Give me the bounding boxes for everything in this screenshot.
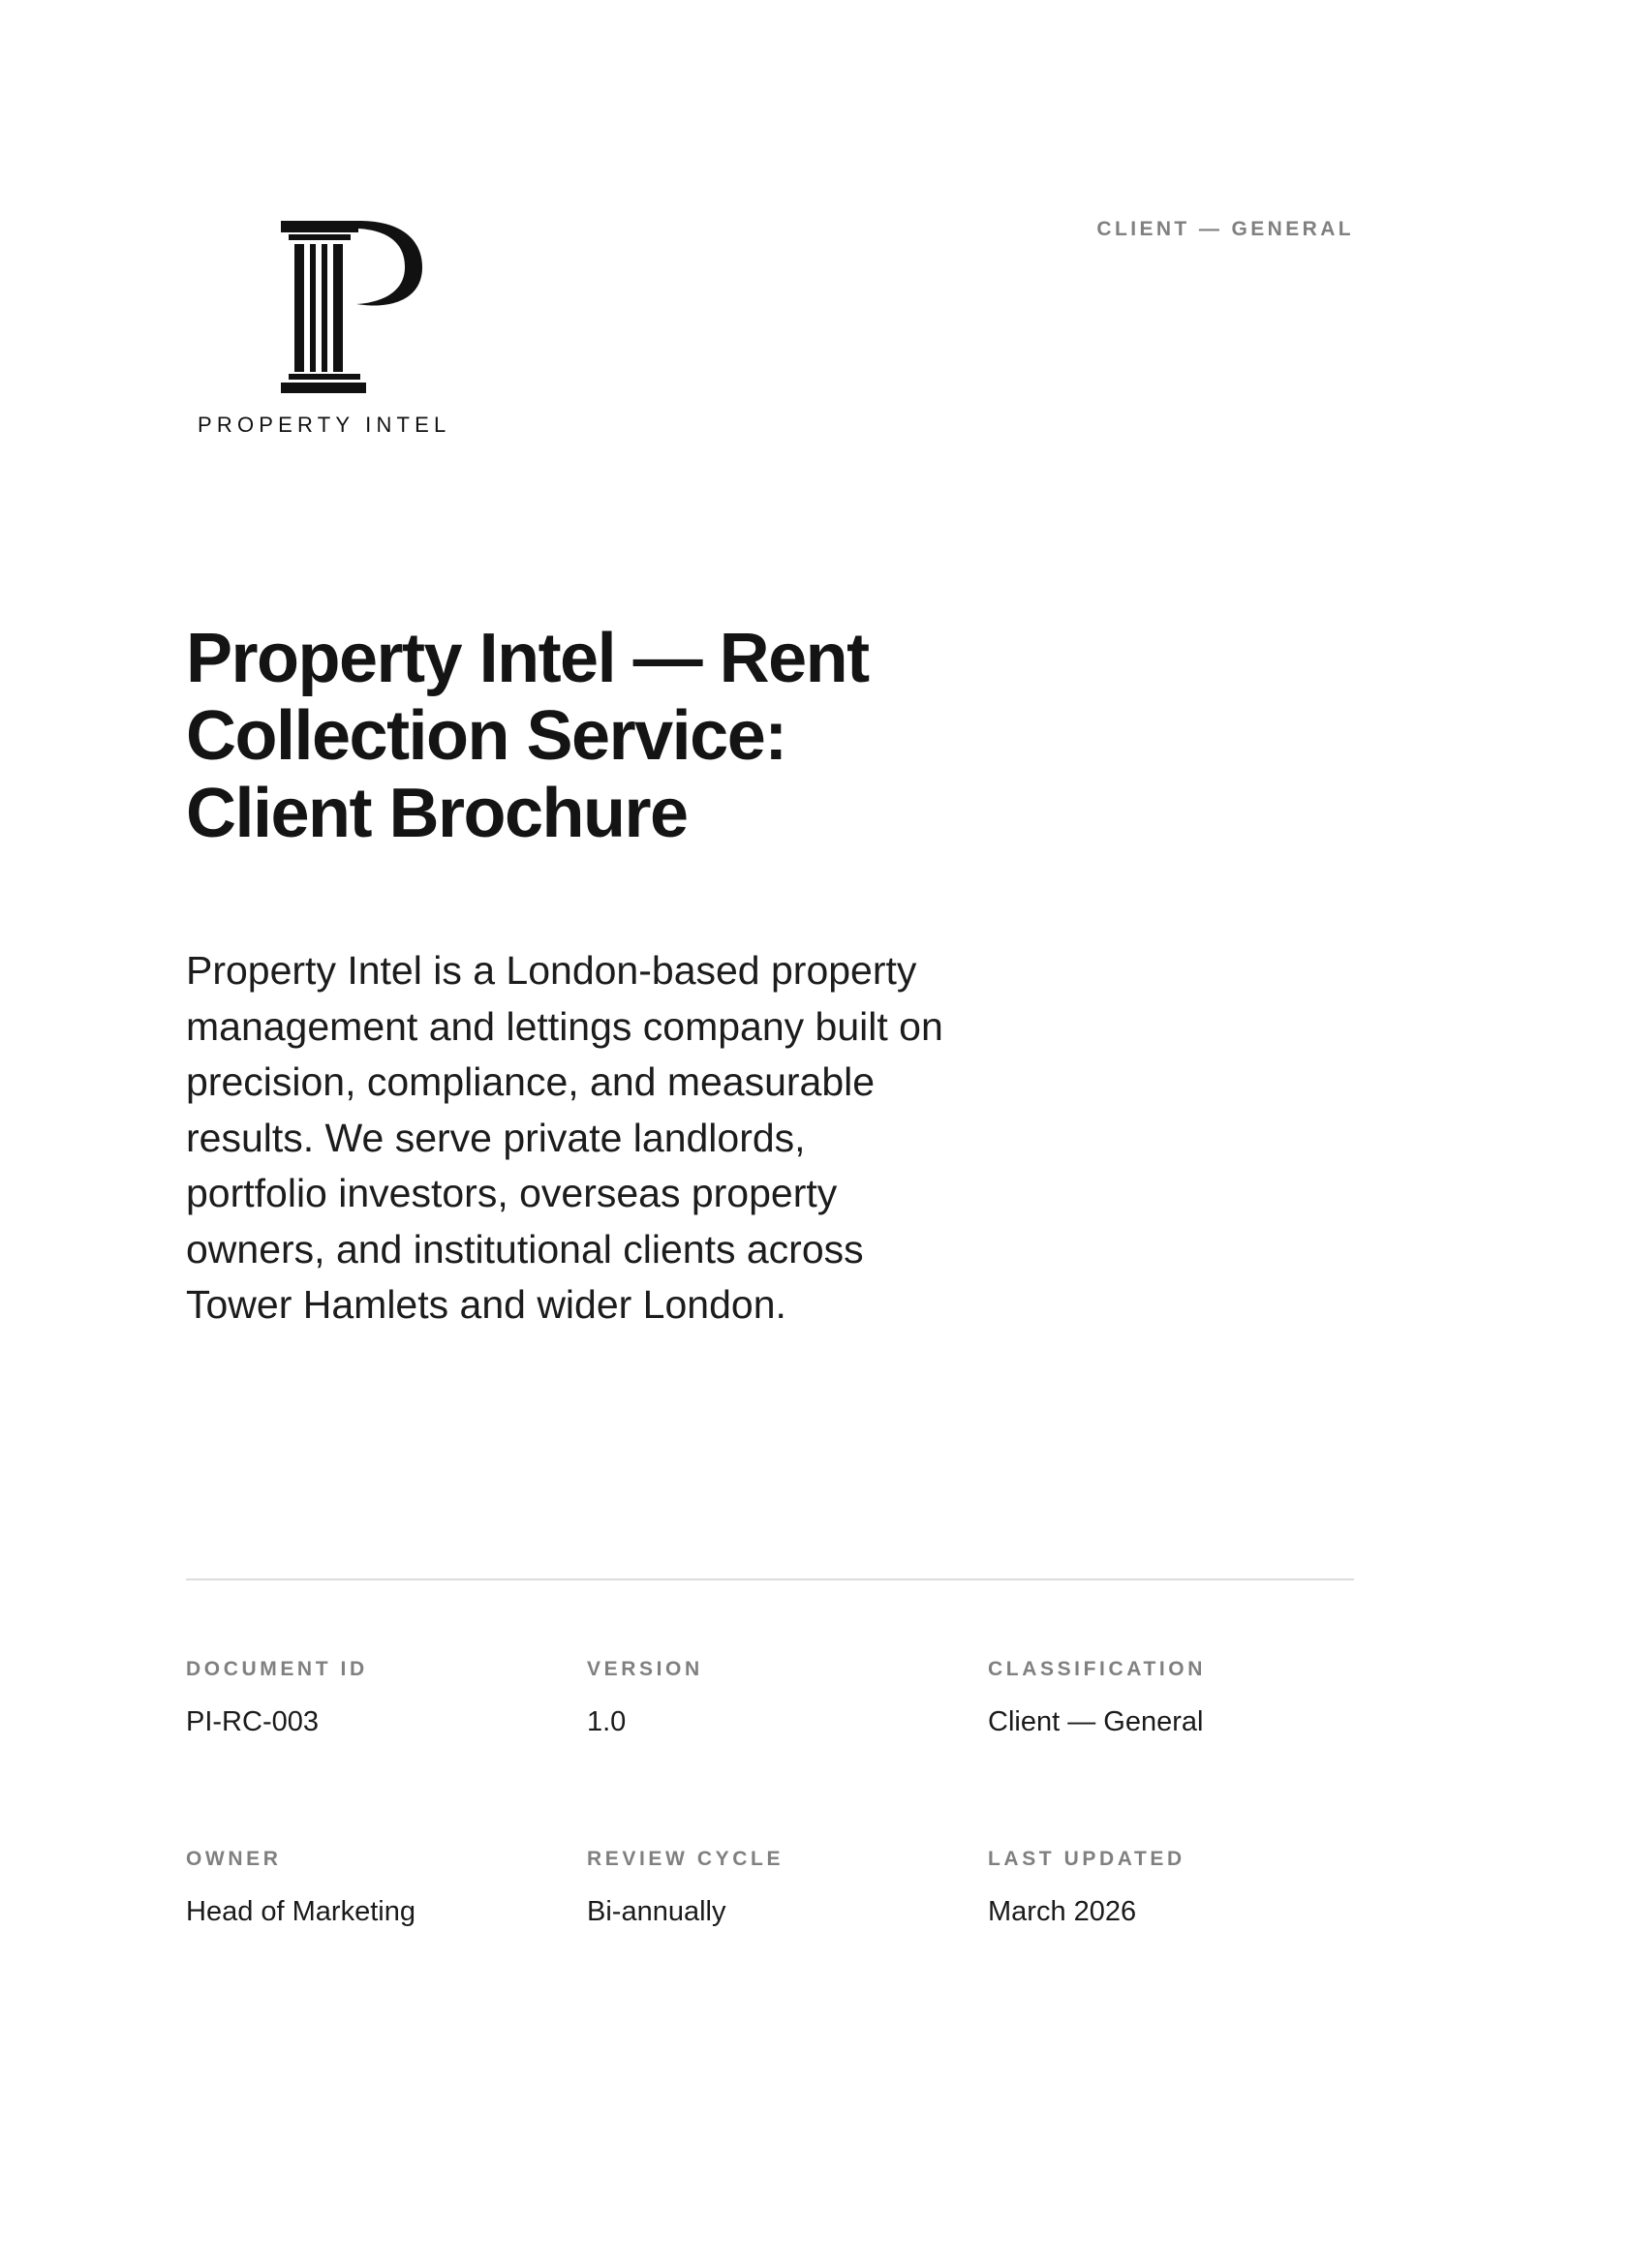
meta-review-cycle	[587, 1848, 955, 1928]
meta-label: DOCUMENT ID	[186, 1658, 368, 1680]
meta-value: Head of Marketing	[186, 1896, 415, 1927]
meta-document-id	[186, 1658, 554, 1738]
meta-value: PI-RC-003	[186, 1706, 319, 1737]
classification-tag: CLIENT — GENERAL	[1096, 218, 1354, 240]
brand-wordmark: PROPERTY INTEL	[198, 413, 451, 437]
meta-value: 1.0	[587, 1706, 627, 1737]
meta-owner	[186, 1848, 554, 1928]
meta-label: REVIEW CYCLE	[587, 1848, 785, 1870]
document-metadata	[186, 1658, 1354, 1968]
meta-classification	[988, 1658, 1356, 1738]
section-divider	[186, 1578, 1354, 1580]
meta-value: Bi-annually	[587, 1896, 726, 1927]
meta-version	[587, 1658, 955, 1738]
document-title: Property Intel — Rent Collection Service: Client Brochure	[186, 620, 869, 852]
meta-label: CLASSIFICATION	[988, 1658, 1207, 1680]
meta-label: LAST UPDATED	[988, 1848, 1185, 1870]
meta-last-updated	[988, 1848, 1356, 1928]
column-p-icon	[281, 221, 426, 395]
meta-value: March 2026	[988, 1896, 1137, 1927]
intro-paragraph: Property Intel is a London-based property management and lettings company built on precision, compliance, and measurable results. We serve private landlords, portfolio investors, overseas property owners, and institutional clients across Tower Hamlets and wider London.	[186, 948, 943, 1327]
meta-value: Client — General	[988, 1706, 1204, 1737]
meta-label: VERSION	[587, 1658, 703, 1680]
meta-label: OWNER	[186, 1848, 282, 1870]
